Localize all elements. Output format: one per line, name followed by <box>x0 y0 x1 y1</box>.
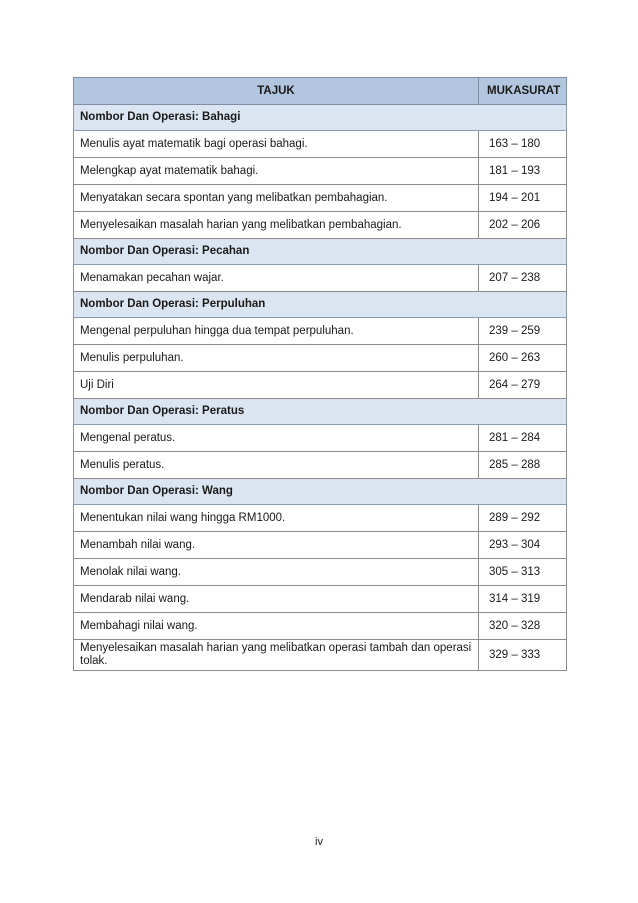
section-row <box>74 479 567 505</box>
topic-cell: Mengenal peratus. <box>74 425 479 452</box>
section-title: Nombor Dan Operasi: Peratus <box>74 399 567 425</box>
table-row <box>74 345 567 372</box>
table-of-contents <box>73 77 567 671</box>
section-title: Nombor Dan Operasi: Bahagi <box>74 105 567 131</box>
table-row <box>74 185 567 212</box>
section-title: Nombor Dan Operasi: Perpuluhan <box>74 292 567 318</box>
header-row <box>74 78 567 105</box>
table-row <box>74 613 567 640</box>
table-row <box>74 131 567 158</box>
table-row <box>74 505 567 532</box>
section-title: Nombor Dan Operasi: Pecahan <box>74 239 567 265</box>
page-range-cell: 305 – 313 <box>479 559 567 586</box>
page-range-cell: 239 – 259 <box>479 318 567 345</box>
page-range-cell: 289 – 292 <box>479 505 567 532</box>
page-range-cell: 163 – 180 <box>479 131 567 158</box>
table-row <box>74 158 567 185</box>
topic-cell: Menulis perpuluhan. <box>74 345 479 372</box>
page-range-cell: 202 – 206 <box>479 212 567 239</box>
page-number: iv <box>315 836 323 848</box>
page-range-cell: 281 – 284 <box>479 425 567 452</box>
page-range-cell: 264 – 279 <box>479 372 567 399</box>
topic-cell: Menyelesaikan masalah harian yang melibatkan operasi tambah dan operasi tolak. <box>74 640 479 671</box>
page-range-cell: 320 – 328 <box>479 613 567 640</box>
topic-cell: Uji Diri <box>74 372 479 399</box>
page-range-cell: 285 – 288 <box>479 452 567 479</box>
page-range-cell: 181 – 193 <box>479 158 567 185</box>
topic-cell: Melengkap ayat matematik bahagi. <box>74 158 479 185</box>
page-range-cell: 329 – 333 <box>479 640 567 671</box>
topic-cell: Mengenal perpuluhan hingga dua tempat perpuluhan. <box>74 318 479 345</box>
section-title: Nombor Dan Operasi: Wang <box>74 479 567 505</box>
topic-cell: Menulis peratus. <box>74 452 479 479</box>
header-topic: TAJUK <box>74 78 479 105</box>
section-row <box>74 292 567 318</box>
table-row <box>74 425 567 452</box>
table-row <box>74 640 567 671</box>
table-row <box>74 265 567 292</box>
page-range-cell: 314 – 319 <box>479 586 567 613</box>
table-body <box>74 105 567 671</box>
page-range-cell: 207 – 238 <box>479 265 567 292</box>
table-row <box>74 586 567 613</box>
table-row <box>74 318 567 345</box>
topic-cell: Menamakan pecahan wajar. <box>74 265 479 292</box>
topic-cell: Membahagi nilai wang. <box>74 613 479 640</box>
table-row <box>74 372 567 399</box>
topic-cell: Menentukan nilai wang hingga RM1000. <box>74 505 479 532</box>
topic-cell: Menulis ayat matematik bagi operasi bahagi. <box>74 131 479 158</box>
table-row <box>74 212 567 239</box>
topic-cell: Menyatakan secara spontan yang melibatkan pembahagian. <box>74 185 479 212</box>
topic-cell: Menyelesaikan masalah harian yang melibatkan pembahagian. <box>74 212 479 239</box>
page-range-cell: 194 – 201 <box>479 185 567 212</box>
table-row <box>74 559 567 586</box>
section-row <box>74 399 567 425</box>
topic-cell: Menambah nilai wang. <box>74 532 479 559</box>
topic-cell: Mendarab nilai wang. <box>74 586 479 613</box>
topic-cell: Menolak nilai wang. <box>74 559 479 586</box>
header-page: MUKASURAT <box>479 78 567 105</box>
section-row <box>74 239 567 265</box>
section-row <box>74 105 567 131</box>
table-row <box>74 452 567 479</box>
table-row <box>74 532 567 559</box>
page-range-cell: 260 – 263 <box>479 345 567 372</box>
page-range-cell: 293 – 304 <box>479 532 567 559</box>
